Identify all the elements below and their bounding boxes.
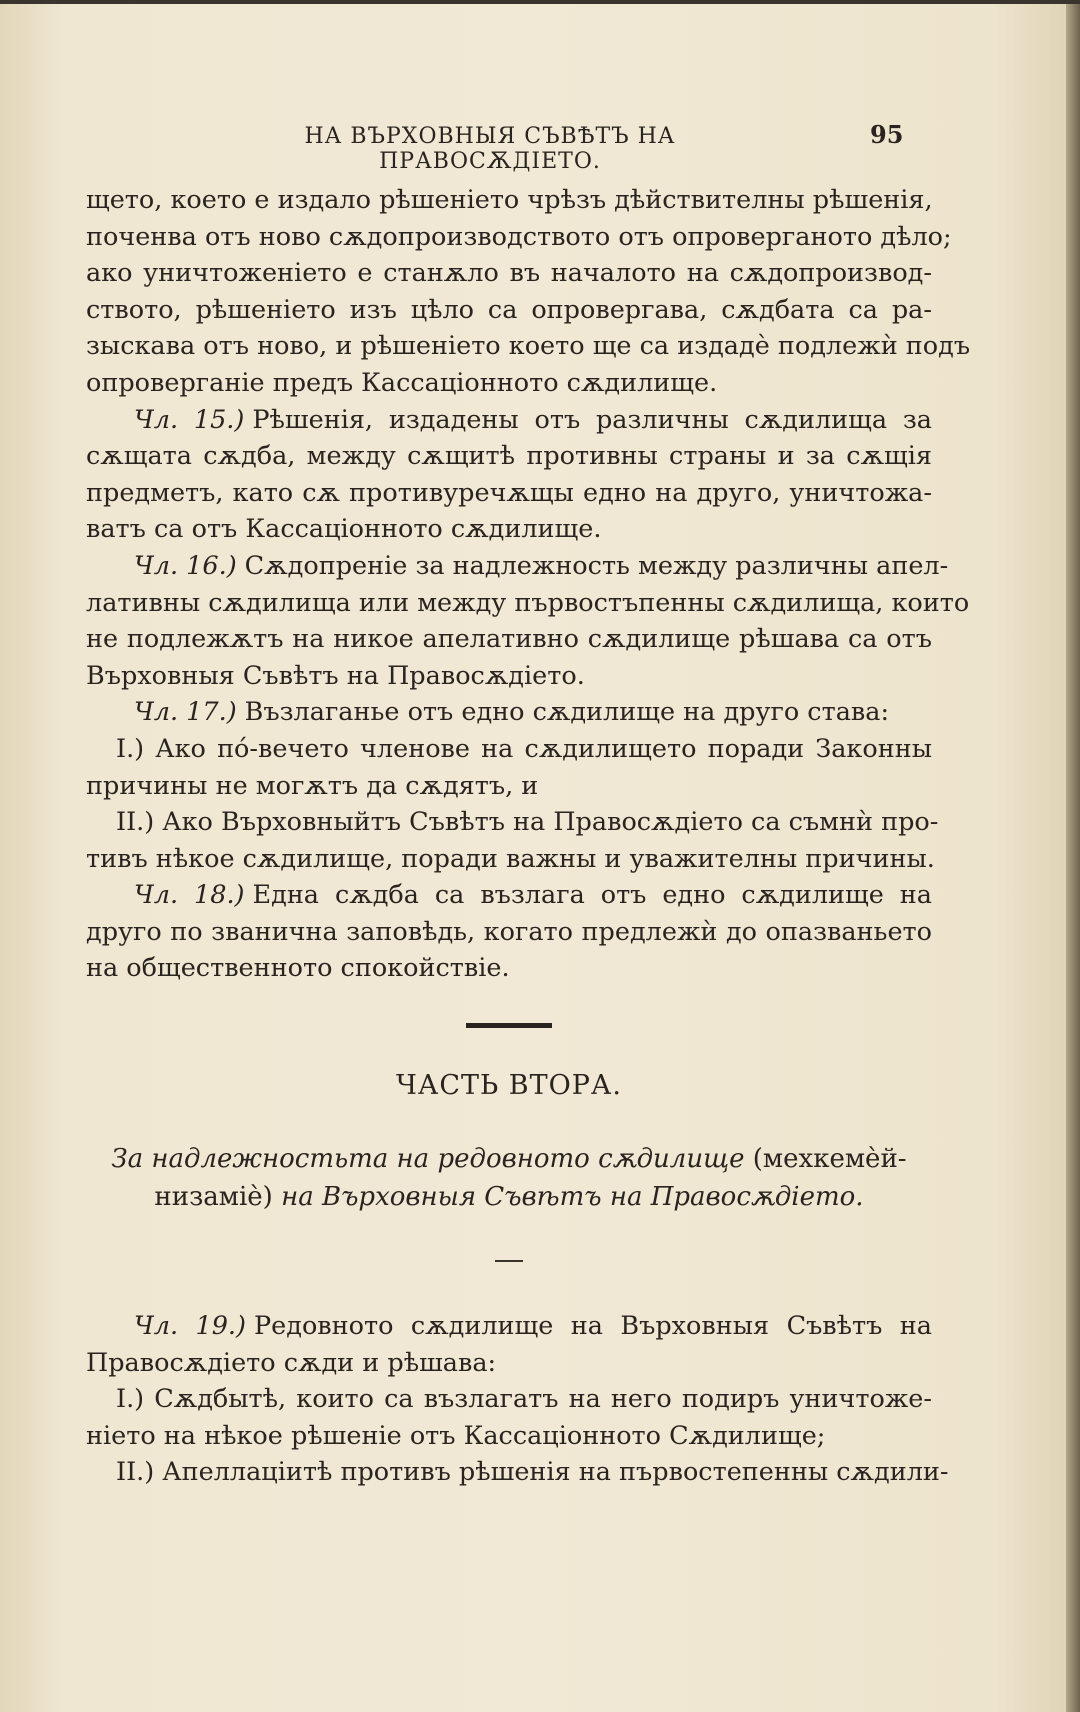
section-divider	[466, 1023, 552, 1028]
body-text	[86, 182, 971, 1491]
article-16-label: Чл. 16.)	[134, 550, 237, 581]
list-item: II.) Ако Върховныйтъ Съвѣтъ на Правосѫдіето са съмнѝ про-	[116, 807, 939, 838]
text-line: на общественното спокойствіе.	[86, 953, 510, 984]
page-edge-shadow	[1066, 4, 1080, 1712]
article-15-first-line: Чл. 15.) Рѣшенія, издадены отъ различны сѫдилища за	[134, 404, 932, 435]
text-line: лативны сѫдилища или между първостъпенны сѫдилища, които	[86, 587, 970, 618]
article-19-first-line: Чл. 19.) Редовното сѫдилище на Върховныя Съвѣтъ на	[134, 1311, 933, 1342]
thin-divider	[495, 1260, 523, 1262]
list-item: I.) Сѫдбытѣ, които са възлагатъ на него подиръ уничтоже-	[116, 1384, 932, 1415]
text-line: щето, което е издало рѣшеніето чрѣзъ дѣйствителны рѣшенія,	[86, 185, 933, 215]
section-title: ЧАСТЬ ВТОРА.	[396, 1070, 622, 1102]
text-line: ако уничтоженіето е станѫло въ началото на сѫдопроизвод-	[86, 258, 932, 289]
text-line: тивъ нѣкое сѫдилище, поради важны и уважителны причины.	[86, 843, 935, 874]
text-line: причины не могѫтъ да сѫдятъ, и	[86, 770, 539, 801]
text-line: ватъ са отъ Кассаціонното сѫдилище.	[86, 514, 602, 545]
page-number: 95	[870, 120, 904, 149]
article-16-first-line: Чл. 16.) Сѫдопреніе за надлежность между различны апел-	[134, 550, 949, 581]
article-19-label: Чл. 19.)	[134, 1311, 246, 1342]
article-17-label: Чл. 17.)	[134, 697, 237, 728]
article-15-label: Чл. 15.)	[134, 404, 245, 435]
text-line: ніето на нѣкое рѣшеніе отъ Кассаціонното Сѫдилище;	[86, 1420, 826, 1451]
article-18-label: Чл. 18.)	[134, 880, 245, 911]
list-item: I.) Ако по́-вечето членове на сѫдилището поради Законны	[116, 733, 932, 764]
text-line: ството, рѣшеніето изъ цѣло са опровергава, сѫдбата са ра-	[86, 294, 932, 325]
text-line: сѫщата сѫдба, между сѫщитѣ противны страны и за сѫщія	[86, 441, 932, 472]
section-subtitle	[86, 1140, 932, 1216]
list-item: II.) Апеллаціитѣ противъ рѣшенія на първостепенны сѫдили-	[116, 1457, 949, 1488]
subtitle-line-1: За надлежностьта на редовното сѫдилище (мехкемѐй-	[111, 1144, 907, 1175]
text-line: предметъ, като сѫ противуречѫщы едно на друго, уничтожа-	[86, 477, 932, 508]
text-line: зыскава отъ ново, и рѣшеніето което ще са издадѐ подлежѝ подъ	[86, 331, 971, 362]
article-17-first-line: Чл. 17.) Възлаганье отъ едно сѫдилище на друго става:	[134, 697, 890, 728]
text-line: друго по званична заповѣдь, когато предлежѝ до опазваньето	[86, 916, 932, 947]
running-head: НА ВЪРХОВНЫЯ СЪВѢТЪ НА ПРАВОСѪДІЕТО.	[304, 124, 676, 174]
text-line: Правосѫдіето сѫди и рѣшава:	[86, 1347, 497, 1378]
text-line: поченва отъ ново сѫдопроизводството отъ опроверганото дѣло;	[86, 221, 952, 252]
text-line: не подлежѫтъ на никое апелативно сѫдилище рѣшава са отъ	[86, 624, 932, 655]
text-line: опроверганіе предъ Кассаціонното сѫдилище.	[86, 367, 718, 398]
text-line: Върховныя Съвѣтъ на Правосѫдіето.	[86, 660, 585, 691]
article-18-first-line: Чл. 18.) Една сѫдба са възлага отъ едно сѫдилище на	[134, 880, 932, 911]
subtitle-line-2: низамiѐ) на Върховныя Съвѣтъ на Правосѫдіето.	[154, 1182, 864, 1213]
